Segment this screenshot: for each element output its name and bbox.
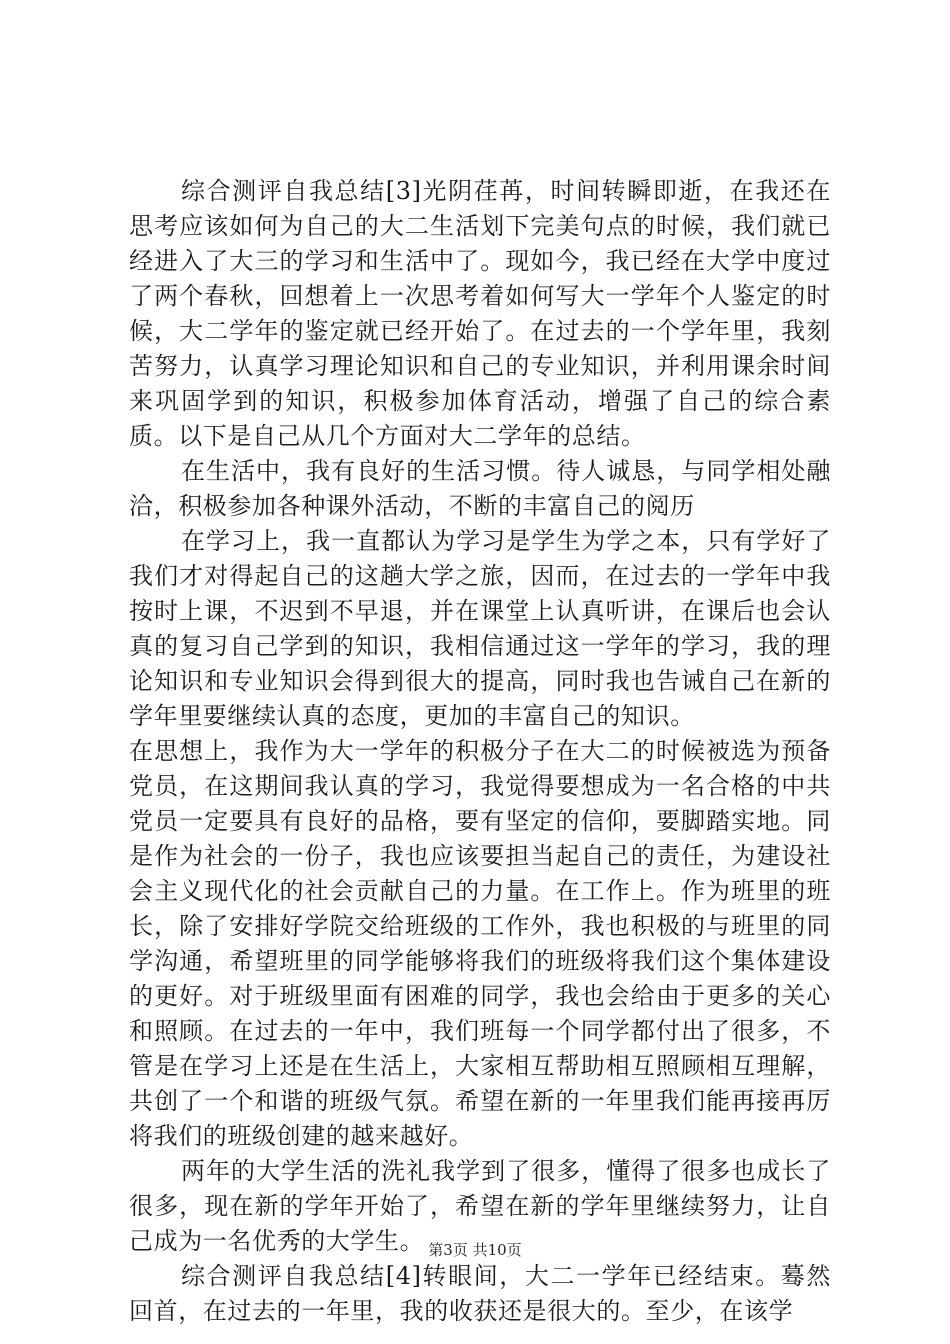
page-footer: 第3页 共10页 xyxy=(428,1241,522,1259)
paragraph-life: 在生活中，我有良好的生活习惯。待人诚恳，与同学相处融洽，积极参加各种课外活动，不断的丰富自己的阅历 xyxy=(129,457,831,520)
paragraph-summary-4-intro: 综合测评自我总结[4]转眼间，大二一学年已经结束。蓦然回首，在过去的一年里，我的收获还是很大的。至少，在该学 xyxy=(129,1262,831,1325)
paragraph-summary-3-intro: 综合测评自我总结[3]光阴荏苒，时间转瞬即逝，在我还在思考应该如何为自己的大二生活划下完美句点的时候，我们就已经进入了大三的学习和生活中了。现如今，我已经在大学中度过了两个春秋，回想着上一次思考着如何写大一学年个人鉴定的时候，大二学年的鉴定就已经开始了。在过去的一个学年里，我刻苦努力，认真学习理论知识和自己的专业知识，并利用课余时间来巩固学到的知识，积极参加体育活动，增强了自己的综合素质。以下是自己从几个方面对大二学年的总结。 xyxy=(129,177,831,450)
paragraph-thought-and-work: 在思想上，我作为大一学年的积极分子在大二的时候被选为预备党员，在这期间我认真的学习，我觉得要想成为一名合格的中共党员一定要具有良好的品格，要有坚定的信仰，要脚踏实地。同是作为社会的一份子，我也应该要担当起自己的责任，为建设社会主义现代化的社会贡献自己的力量。在工作上。作为班里的班长，除了安排好学院交给班级的工作外，我也积极的与班里的同学沟通，希望班里的同学能够将我们的班级将我们这个集体建设的更好。对于班级里面有困难的同学，我也会给由于更多的关心和照顾。在过去的一年中，我们班每一个同学都付出了很多，不管是在学习上还是在生活上，大家相互帮助相互照顾相互理解，共创了一个和谐的班级气氛。希望在新的一年里我们能再接再厉将我们的班级创建的越来越好。 xyxy=(129,737,831,1150)
document-body xyxy=(129,174,831,1329)
paragraph-study: 在学习上，我一直都认为学习是学生为学之本，只有学好了我们才对得起自己的这趟大学之旅，因而，在过去的一学年中我按时上课，不迟到不早退，并在课堂上认真听讲，在课后也会认真的复习自己学到的知识，我相信通过这一学年的学习，我的理论知识和专业知识会得到很大的提高，同时我也告诫自己在新的学年里要继续认真的态度，更加的丰富自己的知识。 xyxy=(129,527,831,730)
paragraph-conclusion: 两年的大学生活的洗礼我学到了很多，懂得了很多也成长了很多，现在新的学年开始了，希望在新的学年里继续努力，让自己成为一名优秀的大学生。 xyxy=(129,1157,831,1255)
